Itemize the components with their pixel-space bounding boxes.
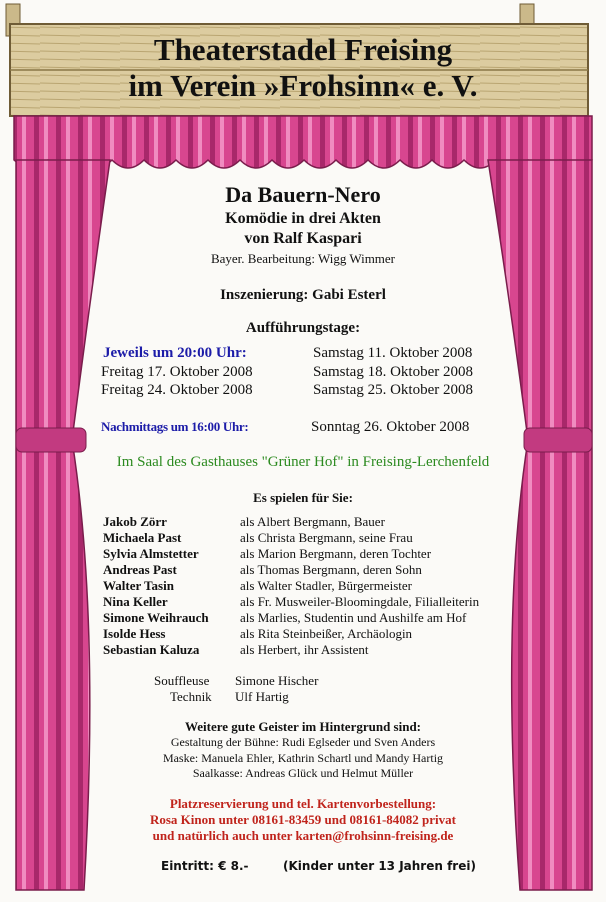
cast-role: als Albert Bergmann, Bauer: [240, 514, 385, 529]
crew-name-souffleuse: Simone Hischer: [235, 673, 319, 688]
cast-name: Sylvia Almstetter: [103, 546, 199, 561]
afternoon-date: Sonntag 26. Oktober 2008: [311, 419, 470, 435]
helpers-line: Gestaltung der Bühne: Rudi Eglseder und Sven Anders: [170, 735, 436, 749]
play-title: Da Bauern-Nero: [225, 182, 381, 207]
cast-role: als Christa Bergmann, seine Frau: [240, 530, 413, 545]
cast-name: Andreas Past: [103, 562, 177, 577]
cast-role: als Fr. Musweiler-Bloomingdale, Filialleiterin: [240, 594, 480, 609]
cast-name: Jakob Zörr: [103, 514, 167, 529]
crew-label-technik: Technik: [170, 689, 212, 704]
admission-price: Eintritt: € 8.-: [161, 859, 249, 873]
crew-label-souffleuse: Souffleuse: [154, 673, 210, 688]
admission-note: (Kinder unter 13 Jahren frei): [283, 859, 476, 873]
afternoon-label: Nachmittags um 16:00 Uhr:: [101, 419, 249, 434]
cast-name: Isolde Hess: [103, 626, 166, 641]
header-line-1: Theaterstadel Freising: [153, 32, 453, 67]
cast-name: Nina Keller: [103, 594, 168, 609]
left-date-1: Freitag 17. Oktober 2008: [101, 364, 253, 380]
cast-heading: Es spielen für Sie:: [253, 490, 353, 505]
reservation-email: und natürlich auch unter karten@frohsinn-freising.de: [152, 828, 454, 843]
cast-name: Sebastian Kaluza: [103, 642, 200, 657]
schedule-heading: Aufführungstage:: [245, 320, 361, 336]
right-tieback: [524, 428, 592, 452]
helpers-line: Maske: Manuela Ehler, Kathrin Schartl und Mandy Hartig: [162, 751, 444, 765]
play-direction: Inszenierung: Gabi Esterl: [220, 287, 386, 303]
venue: Im Saal des Gasthauses "Grüner Hof" in Freising-Lerchenfeld: [116, 454, 490, 470]
play-adaptation: Bayer. Bearbeitung: Wigg Wimmer: [210, 251, 396, 266]
cast-name: Simone Weihrauch: [103, 610, 209, 625]
left-date-2: Freitag 24. Oktober 2008: [101, 382, 253, 398]
cast-role: als Marlies, Studentin und Aushilfe am Hof: [240, 610, 467, 625]
reservation-line: Rosa Kinon unter 08161-83459 und 08161-84082 privat: [149, 812, 456, 827]
helpers-line: Saalkasse: Andreas Glück und Helmut Müller: [192, 766, 414, 780]
reservation-line: Platzreservierung und tel. Kartenvorbestellung:: [169, 796, 437, 811]
right-date-3: Samstag 25. Oktober 2008: [313, 382, 473, 398]
crew-name-technik: Ulf Hartig: [235, 689, 289, 704]
cast-role: als Thomas Bergmann, deren Sohn: [240, 562, 422, 577]
left-tieback: [16, 428, 86, 452]
play-author: von Ralf Kaspari: [244, 230, 362, 247]
cast-role: als Herbert, ihr Assistent: [240, 642, 369, 657]
header-line-2: im Verein »Frohsinn« e. V.: [128, 68, 478, 103]
cast-name: Michaela Past: [103, 530, 182, 545]
cast-role: als Rita Steinbeißer, Archäologin: [240, 626, 413, 641]
cast-name: Walter Tasin: [103, 578, 174, 593]
play-genre: Komödie in drei Akten: [225, 210, 381, 227]
cast-role: als Marion Bergmann, deren Tochter: [240, 546, 432, 561]
evening-label: Jeweils um 20:00 Uhr:: [103, 345, 247, 361]
right-date-1: Samstag 11. Oktober 2008: [313, 345, 473, 361]
right-date-2: Samstag 18. Oktober 2008: [313, 364, 473, 380]
cast-role: als Walter Stadler, Bürgermeister: [240, 578, 412, 593]
helpers-heading: Weitere gute Geister im Hintergrund sind:: [184, 719, 422, 734]
